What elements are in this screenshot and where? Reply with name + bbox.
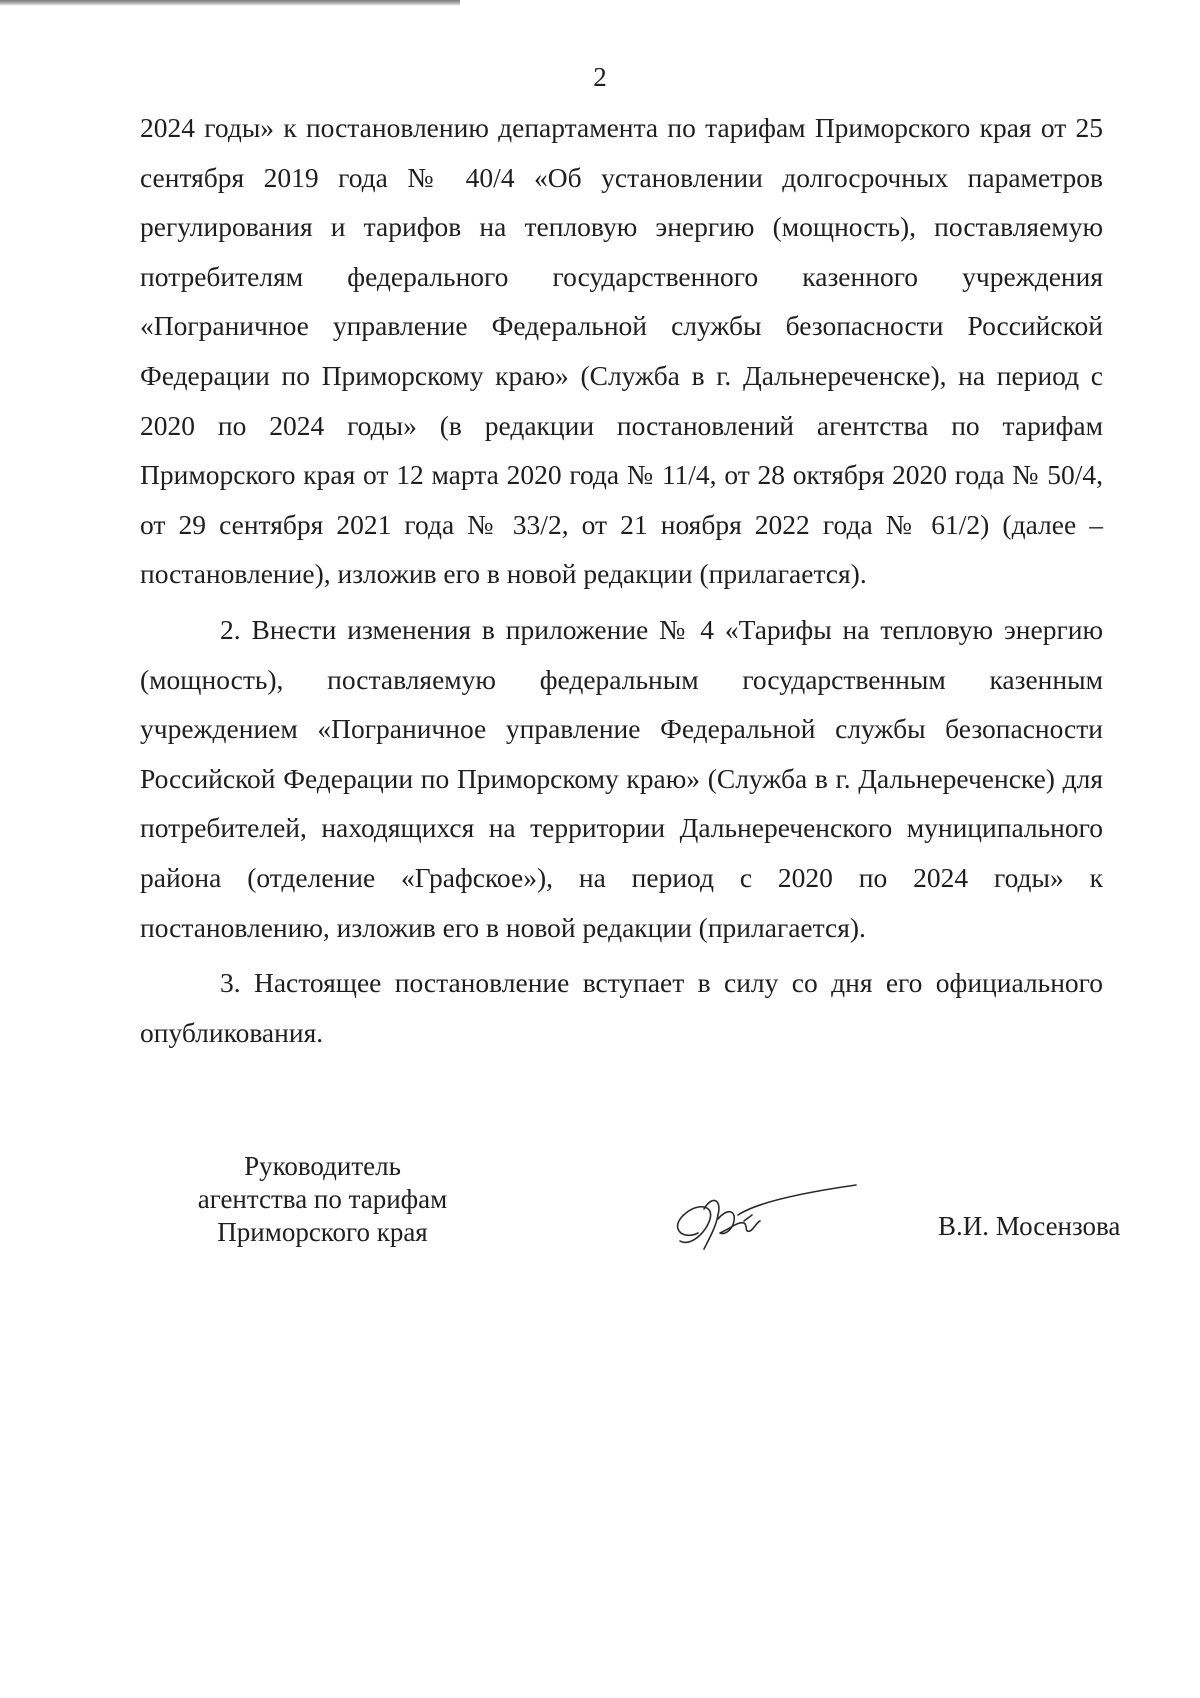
signatory-title-line: Приморского края	[217, 1217, 428, 1247]
signatory-title-line: агентства по тарифам	[197, 1184, 448, 1214]
handwritten-signature-icon	[660, 1175, 860, 1265]
document-body	[140, 103, 1103, 1057]
page-number: 2	[593, 62, 607, 92]
signatory-title-line: Руководитель	[244, 1151, 401, 1181]
paragraph-continuation: 2024 годы» к постановлению департамента по тарифам Приморского края от 25 сентября 2019 года № 40/4 «Об установлении долгосрочных параметров регулирования и тарифов на тепловую энергию (мощность), поставляемую потребителям федерального государственного казенного учреждения «Пограничное управление Федеральной службы безопасности Российской Федерации по Приморскому краю» (Служба в г. Дальнереченске), на период с 2020 по 2024 годы» (в редакции постановлений агентства по тарифам Приморского края от 12 марта 2020 года № 11/4, от 28 октября 2020 года № 50/4, от 29 сентября 2021 года № 33/2, от 21 ноября 2022 года № 61/2) (далее – постановление), изложив его в новой редакции (прилагается).	[140, 112, 1103, 590]
signatory-name: В.И. Мосензова	[938, 1211, 1121, 1241]
scan-edge-shadow	[0, 0, 460, 6]
paragraph-item-3: 3. Настоящее постановление вступает в силу со дня его официального опубликования.	[140, 967, 1103, 1048]
signatory-title	[170, 1150, 475, 1249]
paragraph-item-2: 2. Внести изменения в приложение № 4 «Тарифы на тепловую энергию (мощность), поставляемую федеральным государственным казенным учреждением «Пограничное управление Федеральной службы безопасности Российской Федерации по Приморскому краю» (Служба в г. Дальнереченске) для потребителей, находящихся на территории Дальнереченского муниципального района (отделение «Графское»), на период с 2020 по 2024 годы» к постановлению, изложив его в новой редакции (прилагается).	[140, 613, 1103, 943]
